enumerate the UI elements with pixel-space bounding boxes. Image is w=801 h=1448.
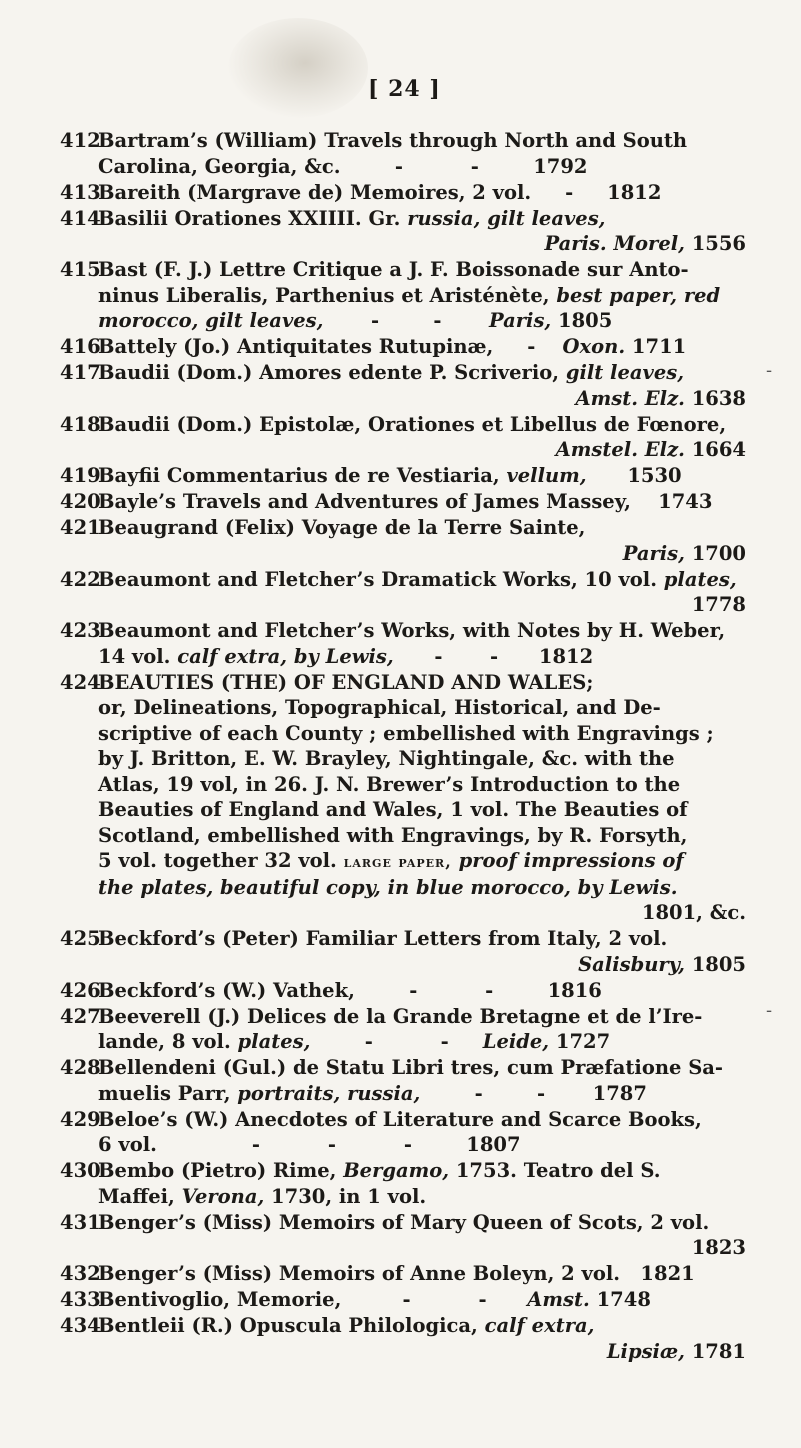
italic-text: calf extra, [484,1314,595,1337]
italic-text: Amst. [527,1288,590,1311]
entry-line [98,515,746,541]
entry-text-segment: Bentleii (R.) Opuscula Philologica, [98,1314,485,1337]
entry-text-segment: Beckford’s (Peter) Familiar Letters from Italy, 2 vol. [98,927,668,950]
entry-text-segment: Bayfii Commentarius de re Vestiaria, [98,464,507,487]
entry-number: 415 [60,258,101,281]
entry-text-segment: Bentivoglio, Memorie, - - [98,1288,528,1311]
entry-text-segment: or, Delineations, Topographical, Historical, and De- [98,696,661,719]
entry-number: 413 [60,180,101,204]
entry-text [98,1004,746,1055]
entry-text-segment: Beauties of England and Wales, 1 vol. The Beauties of [98,798,688,821]
entry-text [98,515,746,566]
entry-number: 434 [60,1314,101,1337]
entry-text [98,257,746,334]
entry-line [98,128,746,154]
entry-line [98,1261,746,1287]
italic-text: plates, [663,567,737,591]
catalogue-entry [60,670,746,926]
entry-line [98,670,746,696]
entry-number: 414 [60,206,101,230]
entry-line [98,978,746,1004]
entry-line [98,746,746,772]
entry-number: 423 [60,619,101,642]
entry-text-segment [452,849,459,872]
italic-text: Leide, [482,1030,550,1053]
italic-text: gilt leaves, [565,361,685,384]
margin-mark: - [766,1000,773,1021]
catalogue-entry [60,1158,746,1209]
entry-text-segment: Bartram’s (William) Travels through North and South [98,129,688,152]
catalogue-entry [60,1055,746,1106]
catalogue-entry [60,360,746,411]
entry-line [98,1210,746,1236]
small-caps-text: large paper, [343,852,452,871]
entry-text-segment: Carolina, Georgia, &c. - - 1792 [98,154,588,178]
italic-text: Oxon. [562,335,626,358]
entry-text-segment: Battely (Jo.) Antiquitates Rutupinæ, - [98,335,563,358]
entry-text-segment: Benger’s (Miss) Memoirs of Mary Queen of Scots, 2 vol. [98,1210,710,1234]
entry-text-segment: 1823 [691,1236,746,1259]
entry-line [98,283,746,309]
entry-text [98,567,746,618]
entry-text-segment: Baudii (Dom.) Amores edente P. Scriverio, [98,361,566,384]
entry-line [98,1132,746,1158]
italic-text: plates, [237,1030,311,1053]
italic-text: Bergamo, [343,1159,450,1182]
entry-text-segment: 1805 [684,952,746,976]
catalogue-entry [60,128,746,179]
entry-text-segment: 1530 [586,464,682,487]
entry-text [98,206,746,257]
italic-text: Paris, [489,309,552,332]
italic-text: Verona, [181,1184,265,1208]
catalogue-entry [60,567,746,618]
entry-text [98,1313,746,1364]
entry-text-segment: scriptive of each County ; embellished with Engravings ; [98,721,714,745]
entry-line [98,257,746,283]
entry-number: 431 [60,1210,101,1234]
entry-text-segment: Maffei, [98,1184,182,1208]
entry-line [98,592,746,618]
catalogue-entry [60,206,746,257]
entry-text [98,1107,746,1158]
entry-text-segment: Bareith (Margrave de) Memoires, 2 vol. - 1812 [98,180,662,204]
entry-text-segment: Beckford’s (W.) Vathek, - - 1816 [98,978,602,1002]
catalogue-entry [60,1210,746,1261]
entry-line [98,1313,746,1339]
margin-mark: - [766,360,773,381]
entry-number: 432 [60,1262,101,1285]
entry-text [98,978,746,1004]
catalogue-entry [60,1107,746,1158]
entry-text-segment: muelis Parr, [98,1081,238,1105]
entry-text [98,489,746,515]
italic-text: russia, gilt leaves, [407,206,606,230]
italic-text: proof impressions of [458,849,684,872]
entry-line [98,180,746,206]
entry-line [98,412,746,438]
entry-number: 421 [60,516,101,539]
entry-line [98,154,746,180]
entry-text-segment: 5 vol. together 32 vol. [98,849,344,872]
entry-text [98,463,746,489]
entry-text-segment: 1700 [684,541,746,565]
catalogue-entry [60,257,746,334]
entry-text-segment: Benger’s (Miss) Memoirs of Anne Boleyn, 2 vol. 1821 [98,1262,695,1285]
entry-number: 416 [60,335,101,358]
entry-text-segment: 1638 [684,386,746,410]
italic-text: best paper, red [556,283,721,307]
italic-text: Lipsiæ, [606,1339,685,1363]
entry-line [98,695,746,721]
entry-text-segment: 1727 [549,1030,611,1053]
entry-line [98,772,746,798]
entry-text [98,926,746,977]
entry-line [98,489,746,515]
entry-text [98,618,746,669]
entry-line [98,360,746,386]
italic-text: portraits, russia, [237,1081,421,1105]
entry-text-segment: lande, 8 vol. [98,1030,238,1053]
entry-line [98,206,746,232]
entry-line [98,334,746,360]
entry-text-segment: Baudii (Dom.) Epistolæ, Orationes et Libellus de Fœnore, [98,412,727,436]
entry-number: 426 [60,978,101,1002]
catalogue-entries [60,128,746,1365]
entry-text-segment: 1753. Teatro del S. [449,1159,661,1182]
entry-number: 433 [60,1288,101,1311]
entry-text-segment: - - 1812 [393,644,594,668]
entry-text [98,1055,746,1106]
entry-line [98,1184,746,1210]
entry-line [98,308,746,334]
entry-text-segment: - - [310,1030,483,1053]
entry-line [98,231,746,257]
entry-text-segment: Beaumont and Fletcher’s Works, with Notes by H. Weber, [98,619,726,642]
italic-text: vellum, [506,464,587,487]
entry-text-segment: Scotland, embellished with Engravings, by R. Forsyth, [98,823,688,847]
catalogue-entry [60,1313,746,1364]
entry-text-segment: 1556 [684,232,746,255]
entry-text-segment: 1748 [589,1288,651,1311]
entry-number: 425 [60,927,101,950]
paper-stain [228,18,368,118]
entry-line [98,1339,746,1365]
entry-number: 424 [60,670,101,694]
entry-line [98,386,746,412]
entry-text-segment: 1801, &c. [641,901,746,924]
entry-text-segment: Beloe’s (W.) Anecdotes of Literature and Scarce Books, [98,1107,702,1131]
entry-text-segment: Bayle’s Travels and Adventures of James Massey, 1743 [98,490,713,513]
entry-number: 428 [60,1056,101,1079]
catalogue-entry [60,926,746,977]
italic-text: the plates, beautiful copy, in blue morocco, by Lewis. [98,875,678,899]
entry-text [98,128,746,179]
entry-text-segment: BEAUTIES (THE) OF ENGLAND AND WALES; [98,670,594,694]
italic-text: calf extra, by Lewis, [177,644,394,668]
entry-text [98,334,746,360]
entry-line [98,437,746,463]
entry-text-segment: Basilii Orationes XXIIII. Gr. [98,206,408,230]
entry-line [98,875,746,901]
page-number: [ 24 ] [368,76,441,102]
entry-text [98,412,746,463]
entry-text-segment: - - [323,309,489,332]
entry-text [98,1287,746,1313]
catalogue-entry [60,489,746,515]
entry-text [98,1261,746,1287]
italic-text: Salisbury, [578,952,685,976]
entry-line [98,1158,746,1184]
entry-text-segment: Bembo (Pietro) Rime, [98,1159,344,1182]
entry-line [98,644,746,670]
italic-text: Amstel. Elz. [555,438,685,461]
entry-line [98,1107,746,1133]
italic-text: Amst. Elz. [575,386,685,410]
italic-text: Paris, [622,541,685,565]
catalogue-entry [60,1004,746,1055]
entry-text-segment: - - 1787 [420,1081,647,1105]
entry-text-segment: 6 vol. - - - 1807 [98,1133,521,1156]
entry-text-segment: Bast (F. J.) Lettre Critique a J. F. Boissonade sur Anto- [98,258,689,281]
catalogue-entry [60,463,746,489]
entry-line [98,926,746,952]
catalogue-entry [60,334,746,360]
entry-text-segment: 1778 [691,593,746,616]
entry-number: 417 [60,361,101,384]
entry-text-segment: 1730, in 1 vol. [264,1184,427,1208]
entry-text-segment: Bellendeni (Gul.) de Statu Libri tres, cum Præfatione Sa- [98,1056,724,1079]
entry-line [98,1029,746,1055]
entry-line [98,1055,746,1081]
entry-text-segment: 14 vol. [98,644,178,668]
entry-line [98,1004,746,1030]
entry-number: 419 [60,464,101,487]
entry-line [98,567,746,593]
catalogue-entry [60,1287,746,1313]
entry-number: 429 [60,1107,101,1131]
italic-text: morocco, gilt leaves, [98,309,324,332]
entry-number: 418 [60,412,101,436]
catalogue-entry [60,515,746,566]
entry-text-segment: 1805 [551,309,613,332]
entry-number: 420 [60,490,101,513]
entry-text [98,670,746,926]
entry-text-segment: 1664 [684,438,746,461]
entry-text-segment: 1781 [684,1339,746,1363]
entry-text [98,1210,746,1261]
entry-line [98,1287,746,1313]
entry-line [98,797,746,823]
catalogue-entry [60,180,746,206]
entry-line [98,1081,746,1107]
catalogue-entry [60,1261,746,1287]
entry-line [98,541,746,567]
entry-text [98,360,746,411]
entry-text-segment: by J. Britton, E. W. Brayley, Nightingale, &c. with the [98,747,675,770]
entry-number: 412 [60,129,101,152]
entry-number: 427 [60,1004,101,1028]
entry-line [98,1235,746,1261]
entry-line [98,848,746,875]
entry-text-segment: Beaugrand (Felix) Voyage de la Terre Sainte, [98,516,586,539]
entry-line [98,618,746,644]
entry-line [98,721,746,747]
entry-text-segment: Beeverell (J.) Delices de la Grande Bretagne et de l’Ire- [98,1004,703,1028]
catalogue-entry [60,618,746,669]
entry-text-segment: ninus Liberalis, Parthenius et Aristénète, [98,283,557,307]
entry-line [98,823,746,849]
entry-text-segment: 1711 [625,335,687,358]
entry-number: 430 [60,1159,101,1182]
entry-text-segment: Beaumont and Fletcher’s Dramatick Works, 10 vol. [98,567,664,591]
entry-number: 422 [60,567,101,591]
entry-line [98,463,746,489]
entry-text [98,180,746,206]
entry-line [98,952,746,978]
catalogue-entry [60,978,746,1004]
entry-text [98,1158,746,1209]
italic-text: Paris. Morel, [544,232,685,255]
entry-text-segment: Atlas, 19 vol, in 26. J. N. Brewer’s Introduction to the [98,772,681,796]
catalogue-entry [60,412,746,463]
entry-line [98,900,746,926]
